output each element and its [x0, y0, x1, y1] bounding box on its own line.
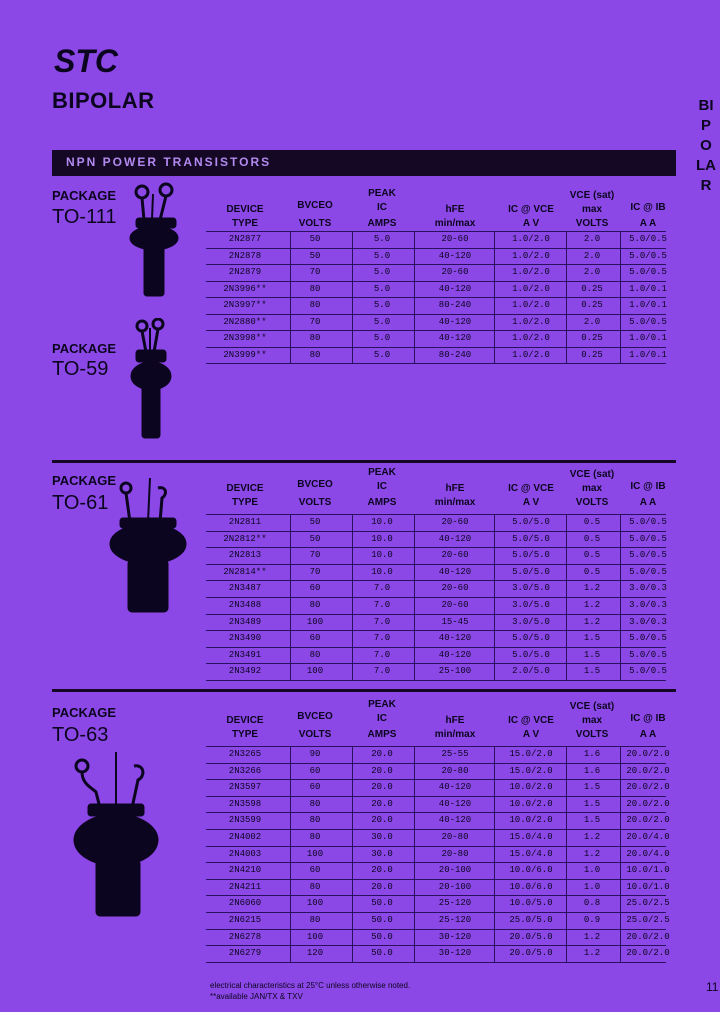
table-cell-bv: 50 [309, 250, 321, 261]
table-cell-icvce: 5.0/5.0 [512, 649, 550, 660]
table-cell-vce: 0.25 [581, 283, 603, 294]
col-header-vcesat: VCE (sat) [569, 469, 615, 480]
table-cell-icvce: 25.0/5.0 [509, 915, 553, 925]
table-cell-icvce: 1.0/2.0 [512, 300, 550, 310]
table-cell-device: 2N3598 [228, 798, 262, 809]
col-header-max: max [581, 483, 602, 494]
table-cell-icib: 3.0/0.3 [629, 616, 667, 627]
col-header-ic: IC [377, 202, 387, 213]
table-cell-bv: 70 [309, 316, 321, 327]
section-banner-text: NPN POWER TRANSISTORS [66, 155, 272, 169]
table-cell-ic: 5.0 [373, 250, 391, 261]
table-cell-hfe: 25-120 [438, 915, 472, 925]
table-cell-icvce: 1.0/2.0 [512, 250, 550, 261]
col-header-amps: AMPS [367, 218, 397, 229]
table-cell-vce: 2.0 [583, 267, 601, 277]
table-cell-bv: 90 [309, 749, 321, 759]
table-cell-icib: 25.0/2.5 [626, 915, 670, 925]
table-cell-vce: 2.0 [583, 316, 601, 327]
table-cell-bv: 120 [306, 948, 324, 959]
col-header-ic: IC [377, 481, 387, 492]
table-cell-vce: 0.25 [581, 300, 603, 310]
table-cell-device: 2N6278 [228, 931, 262, 942]
col-header-peak: PEAK [368, 467, 396, 478]
table-cell-bv: 80 [309, 815, 321, 826]
table-cell-icvce: 5.0/5.0 [512, 550, 550, 561]
table-cell-hfe: 80-240 [438, 300, 472, 310]
table-cell-vce: 1.5 [583, 633, 601, 644]
col-header-icib: IC @ IB [630, 202, 666, 213]
col-header-volts2: VOLTS [575, 729, 609, 740]
table-cell-ic: 30.0 [371, 832, 393, 842]
col-header-icvce: IC @ VCE [508, 715, 554, 726]
col-header-av: A V [522, 497, 540, 508]
table-cell-icib: 5.0/0.5 [629, 649, 667, 660]
col-header-icib: IC @ IB [630, 481, 666, 492]
table-cell-vce: 1.2 [583, 583, 601, 594]
table-cell-device: 2N2877 [228, 234, 262, 244]
table-cell-ic: 20.0 [371, 749, 393, 759]
table-cell-icvce: 10.0/6.0 [509, 881, 553, 892]
table-cell-hfe: 40-120 [438, 782, 472, 793]
col-header-icvce: IC @ VCE [508, 204, 554, 215]
side-section-label: BIPOLAR [696, 97, 716, 194]
col-header-volts: VOLTS [298, 218, 332, 229]
table-cell-icvce: 5.0/5.0 [512, 517, 550, 527]
table-cell-icib: 20.0/4.0 [626, 832, 670, 842]
table-cell-ic: 5.0 [373, 283, 391, 294]
table-cell-hfe: 20-60 [441, 550, 469, 561]
table-cell-vce: 1.6 [583, 765, 601, 776]
table-cell-device: 2N2814** [223, 566, 267, 577]
table-cell-icvce: 15.0/4.0 [509, 848, 553, 859]
package-label: PACKAGE [52, 473, 117, 488]
table-cell-vce: 1.6 [583, 749, 601, 759]
table-cell-ic: 7.0 [373, 666, 391, 677]
table-cell-vce: 1.5 [583, 649, 601, 660]
col-header-minmax: min/max [434, 497, 476, 508]
footnote-line-1: electrical characteristics at 25°C unless otherwise noted. [210, 981, 411, 990]
col-header-volts2: VOLTS [575, 218, 609, 229]
table-cell-bv: 50 [309, 517, 321, 527]
table-cell-hfe: 25-55 [441, 749, 469, 759]
table-cell-device: 2N6060 [228, 898, 262, 909]
to61-package-icon [100, 474, 200, 614]
table-cell-vce: 0.9 [583, 915, 601, 925]
table-cell-bv: 60 [309, 765, 321, 776]
table-cell-vce: 1.2 [583, 616, 601, 627]
col-header-device: DEVICE [226, 715, 264, 726]
col-header-icvce: IC @ VCE [508, 483, 554, 494]
col-header-av: A V [522, 218, 540, 229]
table-cell-hfe: 25-120 [438, 898, 472, 909]
table-cell-bv: 60 [309, 782, 321, 793]
to63-package-icon [68, 748, 168, 918]
table-cell-ic: 5.0 [373, 316, 391, 327]
table-cell-icib: 20.0/2.0 [626, 749, 670, 759]
page-title: BIPOLAR [52, 88, 155, 113]
table-cell-ic: 5.0 [373, 333, 391, 343]
col-header-device: DEVICE [226, 204, 264, 215]
table-cell-device: 2N3490 [228, 633, 262, 644]
table-cell-icvce: 15.0/2.0 [509, 749, 553, 759]
table-cell-icib: 1.0/0.1 [629, 283, 667, 294]
table-cell-ic: 50.0 [371, 948, 393, 959]
col-header-bv: BVCEO [297, 200, 333, 211]
table-cell-icib: 5.0/0.5 [629, 566, 667, 577]
table-cell-ic: 10.0 [371, 533, 393, 544]
table-cell-icvce: 10.0/2.0 [509, 798, 553, 809]
package-label: PACKAGE [52, 705, 117, 720]
col-header-minmax: min/max [434, 218, 476, 229]
table-cell-icib: 5.0/0.5 [629, 316, 667, 327]
table-cell-hfe: 40-120 [438, 649, 472, 660]
table-cell-icib: 1.0/0.1 [629, 349, 667, 360]
table-cell-device: 2N3488 [228, 600, 262, 610]
col-header-max: max [581, 204, 602, 215]
table-cell-icvce: 3.0/5.0 [512, 600, 550, 610]
table-cell-vce: 1.2 [583, 931, 601, 942]
table-cell-icib: 5.0/0.5 [629, 267, 667, 277]
col-header-bv: BVCEO [297, 479, 333, 490]
table-cell-icvce: 20.0/5.0 [509, 931, 553, 942]
col-header-hfe: hFE [445, 483, 465, 494]
table-cell-vce: 2.0 [583, 250, 601, 261]
table-cell-hfe: 20-60 [441, 583, 469, 594]
col-header-volts2: VOLTS [575, 497, 609, 508]
table-cell-hfe: 40-120 [438, 283, 472, 294]
table-cell-icib: 20.0/2.0 [626, 948, 670, 959]
footnote [210, 980, 510, 1002]
table-cell-vce: 0.5 [583, 533, 601, 544]
table-cell-ic: 5.0 [373, 267, 391, 277]
table-cell-vce: 1.0 [583, 881, 601, 892]
table-cell-icib: 5.0/0.5 [629, 666, 667, 677]
table-cell-hfe: 40-120 [438, 533, 472, 544]
table-cell-icvce: 5.0/5.0 [512, 633, 550, 644]
table-cell-ic: 5.0 [373, 300, 391, 310]
table-cell-ic: 7.0 [373, 649, 391, 660]
table-cell-vce: 1.2 [583, 948, 601, 959]
table-cell-device: 2N3597 [228, 782, 262, 793]
table-cell-device: 2N4002 [228, 832, 262, 842]
table-cell-vce: 0.5 [583, 517, 601, 527]
table-cell-ic: 20.0 [371, 815, 393, 826]
table-cell-icvce: 3.0/5.0 [512, 583, 550, 594]
table-cell-hfe: 20-80 [441, 848, 469, 859]
table-cell-ic: 7.0 [373, 583, 391, 594]
table-cell-ic: 50.0 [371, 898, 393, 909]
row-divider [206, 363, 666, 364]
col-header-type: TYPE [231, 729, 259, 740]
table-cell-hfe: 20-60 [441, 600, 469, 610]
table-cell-vce: 1.5 [583, 666, 601, 677]
table-cell-icib: 1.0/0.1 [629, 333, 667, 343]
table-cell-device: 2N4211 [228, 881, 262, 892]
table-cell-icvce: 3.0/5.0 [512, 616, 550, 627]
table-cell-bv: 100 [306, 931, 324, 942]
table-cell-hfe: 25-100 [438, 666, 472, 677]
table-cell-device: 2N3491 [228, 649, 262, 660]
table-cell-icib: 10.0/1.0 [626, 881, 670, 892]
table-cell-ic: 7.0 [373, 616, 391, 627]
section-rule [52, 460, 676, 463]
table-cell-icib: 5.0/0.5 [629, 550, 667, 561]
col-header-aa: A A [639, 497, 657, 508]
table-cell-icvce: 1.0/2.0 [512, 333, 550, 343]
table-cell-vce: 1.5 [583, 815, 601, 826]
table-cell-icib: 3.0/0.3 [629, 583, 667, 594]
table-cell-ic: 7.0 [373, 600, 391, 610]
table-cell-bv: 80 [309, 283, 321, 294]
col-header-peak: PEAK [368, 699, 396, 710]
table-cell-bv: 100 [306, 898, 324, 909]
table-cell-bv: 60 [309, 583, 321, 594]
table-cell-icib: 20.0/2.0 [626, 765, 670, 776]
table-cell-device: 2N3266 [228, 765, 262, 776]
table-cell-device: 2N2811 [228, 517, 262, 527]
package-label: PACKAGE [52, 341, 117, 356]
col-header-volts: VOLTS [298, 729, 332, 740]
col-header-amps: AMPS [367, 729, 397, 740]
package-name-to111: TO-111 [52, 206, 117, 228]
col-header-hfe: hFE [445, 715, 465, 726]
table-cell-device: 2N6215 [228, 915, 262, 925]
col-header-aa: A A [639, 218, 657, 229]
table-cell-device: 2N3998** [223, 333, 267, 343]
col-header-max: max [581, 715, 602, 726]
table-cell-hfe: 80-240 [438, 349, 472, 360]
table-cell-vce: 1.2 [583, 600, 601, 610]
table-cell-vce: 0.25 [581, 349, 603, 360]
table-cell-device: 2N2878 [228, 250, 262, 261]
package-name-to63: TO-63 [52, 724, 109, 746]
table-cell-icvce: 20.0/5.0 [509, 948, 553, 959]
table-cell-icib: 20.0/4.0 [626, 848, 670, 859]
table-cell-vce: 0.25 [581, 333, 603, 343]
col-header-hfe: hFE [445, 204, 465, 215]
page-number: 11 [706, 980, 719, 994]
table-cell-icib: 5.0/0.5 [629, 517, 667, 527]
table-cell-icib: 20.0/2.0 [626, 931, 670, 942]
stc-logo [52, 40, 122, 82]
row-divider [206, 680, 666, 681]
table-cell-ic: 10.0 [371, 566, 393, 577]
table-cell-bv: 50 [309, 533, 321, 544]
table-cell-icvce: 1.0/2.0 [512, 283, 550, 294]
table-cell-bv: 100 [306, 616, 324, 627]
col-header-aa: A A [639, 729, 657, 740]
table-cell-device: 2N2813 [228, 550, 262, 561]
table-cell-ic: 20.0 [371, 798, 393, 809]
table-cell-ic: 20.0 [371, 765, 393, 776]
table-cell-ic: 20.0 [371, 865, 393, 876]
table-cell-hfe: 15-45 [441, 616, 469, 627]
table-cell-ic: 10.0 [371, 550, 393, 561]
row-divider [206, 962, 666, 963]
table-cell-hfe: 20-60 [441, 267, 469, 277]
table-cell-icvce: 1.0/2.0 [512, 234, 550, 244]
table-cell-ic: 7.0 [373, 633, 391, 644]
table-cell-hfe: 30-120 [438, 931, 472, 942]
col-header-icib: IC @ IB [630, 713, 666, 724]
table-cell-vce: 1.2 [583, 848, 601, 859]
table-cell-ic: 10.0 [371, 517, 393, 527]
table-cell-icvce: 1.0/2.0 [512, 316, 550, 327]
table-cell-bv: 70 [309, 566, 321, 577]
to111-package-icon [120, 182, 200, 302]
table-cell-hfe: 40-120 [438, 798, 472, 809]
table-cell-bv: 80 [309, 333, 321, 343]
table-cell-vce: 2.0 [583, 234, 601, 244]
table-cell-device: 2N3996** [223, 283, 267, 294]
package-label: PACKAGE [52, 188, 117, 203]
footnote-line-2: **available JAN/TX & TXV [210, 992, 303, 1001]
table-cell-bv: 80 [309, 349, 321, 360]
col-header-vcesat: VCE (sat) [569, 190, 615, 201]
table-cell-icvce: 1.0/2.0 [512, 267, 550, 277]
table-cell-hfe: 40-120 [438, 566, 472, 577]
table-cell-device: 2N2879 [228, 267, 262, 277]
table-cell-bv: 80 [309, 881, 321, 892]
col-header-type: TYPE [231, 218, 259, 229]
table-cell-hfe: 20-60 [441, 517, 469, 527]
table-cell-bv: 80 [309, 798, 321, 809]
table-cell-icvce: 15.0/4.0 [509, 832, 553, 842]
table-cell-hfe: 40-120 [438, 333, 472, 343]
table-cell-device: 2N3599 [228, 815, 262, 826]
table-cell-vce: 1.2 [583, 832, 601, 842]
table-cell-bv: 80 [309, 915, 321, 925]
section-rule [52, 689, 676, 692]
table-cell-bv: 80 [309, 600, 321, 610]
col-header-volts: VOLTS [298, 497, 332, 508]
table-cell-device: 2N3492 [228, 666, 262, 677]
col-header-device: DEVICE [226, 483, 264, 494]
table-cell-icib: 1.0/0.1 [629, 300, 667, 310]
table-cell-icvce: 10.0/2.0 [509, 782, 553, 793]
table-cell-bv: 50 [309, 234, 321, 244]
table-cell-icvce: 10.0/5.0 [509, 898, 553, 909]
table-cell-device: 2N2880** [223, 316, 267, 327]
table-cell-icvce: 5.0/5.0 [512, 566, 550, 577]
table-cell-hfe: 20-100 [438, 881, 472, 892]
table-cell-icib: 25.0/2.5 [626, 898, 670, 909]
table-cell-hfe: 40-120 [438, 250, 472, 261]
table-cell-device: 2N3999** [223, 349, 267, 360]
table-cell-hfe: 30-120 [438, 948, 472, 959]
table-cell-ic: 20.0 [371, 782, 393, 793]
table-cell-bv: 100 [306, 848, 324, 859]
table-cell-vce: 0.5 [583, 566, 601, 577]
package-name-to61: TO-61 [52, 492, 109, 514]
table-cell-hfe: 40-120 [438, 815, 472, 826]
table-cell-device: 2N3489 [228, 616, 262, 627]
table-cell-hfe: 20-100 [438, 865, 472, 876]
table-cell-device: 2N4003 [228, 848, 262, 859]
table-cell-hfe: 20-80 [441, 832, 469, 842]
logo-text: STC [54, 43, 118, 79]
table-cell-bv: 80 [309, 832, 321, 842]
table-cell-device: 2N4210 [228, 865, 262, 876]
table-cell-icvce: 2.0/5.0 [512, 666, 550, 677]
table-cell-icib: 10.0/1.0 [626, 865, 670, 876]
col-header-ic: IC [377, 713, 387, 724]
table-cell-icib: 3.0/0.3 [629, 600, 667, 610]
table-cell-ic: 5.0 [373, 349, 391, 360]
table-cell-icvce: 10.0/2.0 [509, 815, 553, 826]
table-cell-ic: 50.0 [371, 915, 393, 925]
package-name-to59: TO-59 [52, 358, 109, 380]
col-header-bv: BVCEO [297, 711, 333, 722]
table-cell-ic: 50.0 [371, 931, 393, 942]
table-cell-icib: 5.0/0.5 [629, 633, 667, 644]
table-cell-bv: 70 [309, 550, 321, 561]
table-cell-device: 2N3265 [228, 749, 262, 759]
table-cell-bv: 60 [309, 865, 321, 876]
table-cell-icib: 20.0/2.0 [626, 782, 670, 793]
table-cell-vce: 1.5 [583, 798, 601, 809]
table-cell-ic: 30.0 [371, 848, 393, 859]
col-header-vcesat: VCE (sat) [569, 701, 615, 712]
table-cell-icvce: 10.0/6.0 [509, 865, 553, 876]
col-header-peak: PEAK [368, 188, 396, 199]
table-cell-icib: 20.0/2.0 [626, 815, 670, 826]
table-cell-device: 2N6279 [228, 948, 262, 959]
table-cell-vce: 0.5 [583, 550, 601, 561]
table-cell-vce: 1.5 [583, 782, 601, 793]
table-cell-vce: 0.8 [583, 898, 601, 909]
table-cell-device: 2N3997** [223, 300, 267, 310]
table-cell-icvce: 15.0/2.0 [509, 765, 553, 776]
table-cell-device: 2N3487 [228, 583, 262, 594]
table-cell-icib: 5.0/0.5 [629, 234, 667, 244]
to59-package-icon [126, 318, 196, 440]
table-cell-icvce: 5.0/5.0 [512, 533, 550, 544]
table-cell-hfe: 40-120 [438, 633, 472, 644]
table-cell-bv: 80 [309, 649, 321, 660]
table-cell-icvce: 1.0/2.0 [512, 349, 550, 360]
col-header-type: TYPE [231, 497, 259, 508]
table-cell-vce: 1.0 [583, 865, 601, 876]
table-cell-device: 2N2812** [223, 533, 267, 544]
table-cell-icib: 5.0/0.5 [629, 533, 667, 544]
col-header-amps: AMPS [367, 497, 397, 508]
table-cell-hfe: 40-120 [438, 316, 472, 327]
table-cell-icib: 20.0/2.0 [626, 798, 670, 809]
table-cell-ic: 5.0 [373, 234, 391, 244]
table-cell-bv: 100 [306, 666, 324, 677]
table-cell-bv: 80 [309, 300, 321, 310]
table-cell-ic: 20.0 [371, 881, 393, 892]
table-cell-icib: 5.0/0.5 [629, 250, 667, 261]
table-cell-hfe: 20-60 [441, 234, 469, 244]
col-header-av: A V [522, 729, 540, 740]
table-cell-hfe: 20-80 [441, 765, 469, 776]
table-cell-bv: 60 [309, 633, 321, 644]
table-cell-bv: 70 [309, 267, 321, 277]
col-header-minmax: min/max [434, 729, 476, 740]
